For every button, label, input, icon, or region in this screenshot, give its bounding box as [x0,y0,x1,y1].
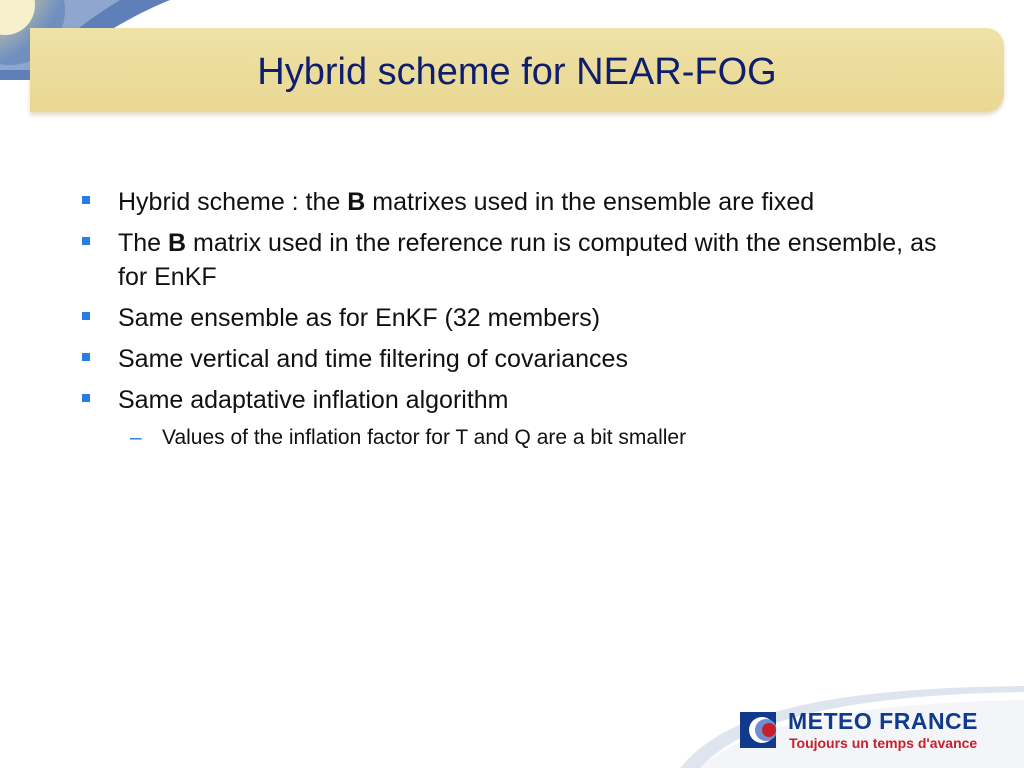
meteo-france-logo-icon [740,712,776,748]
bullet-list [80,185,960,424]
sub-bullet-item [80,423,980,453]
square-bullet-icon [82,394,90,402]
square-bullet-icon [82,312,90,320]
square-bullet-icon [82,196,90,204]
bullet-text: Same vertical and time filtering of covariances [118,345,628,373]
dash-bullet-icon: – [130,426,142,449]
logo-tagline: Toujours un temps d'avance [789,735,978,751]
bullet-item [80,185,960,219]
bullet-item [80,342,960,376]
square-bullet-icon [82,353,90,361]
bullet-item [80,301,960,335]
sub-bullet-text: Values of the inflation factor for T and Q are a bit smaller [162,426,687,449]
bullet-text: Hybrid scheme : the B matrixes used in the ensemble are fixed [118,188,815,216]
bullet-text: Same adaptative inflation algorithm [118,386,509,414]
slide-title: Hybrid scheme for NEAR-FOG [257,51,777,93]
bullet-item [80,383,960,417]
bullet-text: The B matrix used in the reference run is computed with the ensemble, as for EnKF [118,229,937,291]
logo-name: METEO FRANCE [788,708,978,734]
meteo-france-logo [740,708,1002,756]
bullet-text: Same ensemble as for EnKF (32 members) [118,304,601,332]
bullet-item [80,226,960,294]
square-bullet-icon [82,237,90,245]
sub-bullet-list [80,425,980,453]
